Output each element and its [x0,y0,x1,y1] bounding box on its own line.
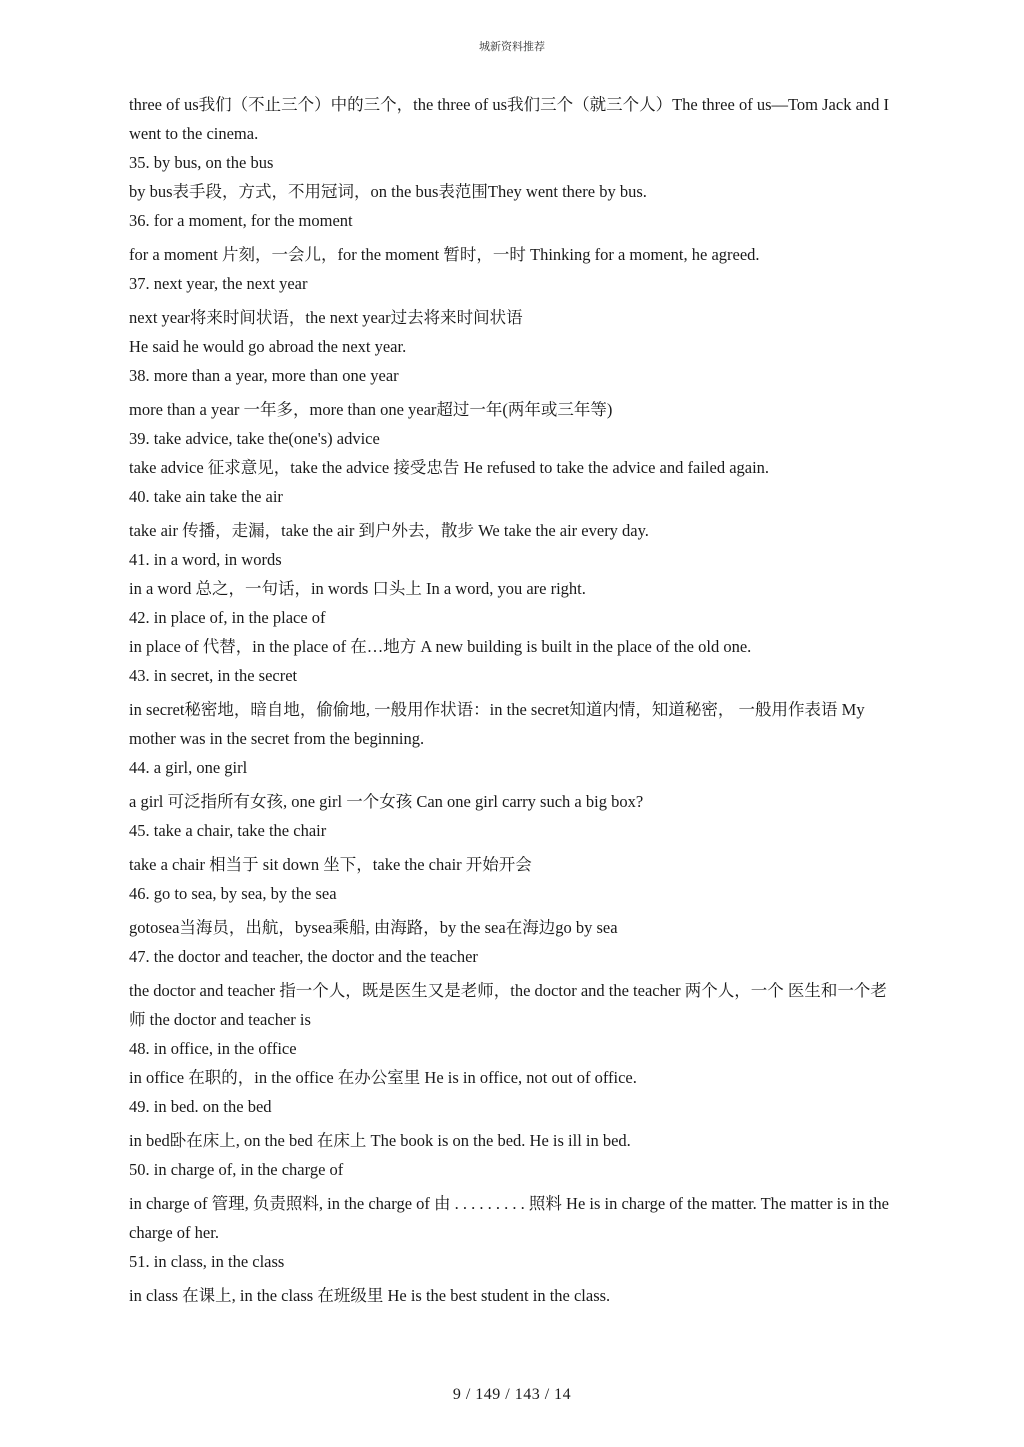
entry-text: three of us我们（不止三个）中的三个，the three of us我们三个（就三个人）The three of us—Tom Jack and I went to the cinema. [129,95,890,143]
entry-text: a girl 可泛指所有女孩, one girl 一个女孩 Can one girl carry such a big box? [129,792,644,811]
document-body [129,90,894,1310]
entry-text: take a chair 相当于 sit down 坐下，take the chair 开始开会 [129,855,532,874]
entry-heading: 36. for a moment, for the moment [129,211,353,230]
entry-text: in class 在课上, in the class 在班级里 He is the best student in the class. [129,1286,611,1305]
entry-heading: 35. by bus, on the bus [129,153,274,172]
entry-heading: 45. take a chair, take the chair [129,821,327,840]
entry-text: the doctor and teacher 指一个人，既是医生又是老师，the doctor and the teacher 两个人，一个 医生和一个老师 the doctor and teacher is [129,981,887,1029]
entry-heading: 49. in bed. on the bed [129,1097,272,1116]
entry-heading: 41. in a word, in words [129,550,282,569]
entry-heading: 47. the doctor and teacher, the doctor and the teacher [129,947,478,966]
entry-text: next year将来时间状语，the next year过去将来时间状语 [129,308,523,327]
entry-heading: 46. go to sea, by sea, by the sea [129,884,337,903]
entry-text: gotosea当海员，出航，bysea乘船, 由海路，by the sea在海边go by sea [129,918,618,937]
entry-text: He said he would go abroad the next year. [129,337,407,356]
entry-text: take advice 征求意见，take the advice 接受忠告 He refused to take the advice and failed again. [129,458,770,477]
entry-heading: 50. in charge of, in the charge of [129,1160,344,1179]
entry-text: in a word 总之，一句话，in words 口头上 In a word, you are right. [129,579,586,598]
entry-heading: 38. more than a year, more than one year [129,366,399,385]
entry-heading: 39. take advice, take the(one's) advice [129,429,380,448]
entry-text: in bed卧在床上, on the bed 在床上 The book is on the bed. He is ill in bed. [129,1131,631,1150]
entry-heading: 40. take ain take the air [129,487,283,506]
entry-text: for a moment 片刻，一会儿，for the moment 暂时，一时 Thinking for a moment, he agreed. [129,245,760,264]
entry-heading: 37. next year, the next year [129,274,308,293]
entry-text: in office 在职的，in the office 在办公室里 He is in office, not out of office. [129,1068,637,1087]
entry-heading: 43. in secret, in the secret [129,666,298,685]
entry-text: in place of 代替，in the place of 在…地方 A new building is built in the place of the old one. [129,637,752,656]
entry-text: in secret秘密地，暗自地，偷偷地, 一般用作状语：in the secret知道内情，知道秘密， 一般用作表语 My mother was in the secret from the beginning. [129,700,865,748]
entry-heading: 48. in office, in the office [129,1039,297,1058]
page-number: 9 / 149 / 143 / 14 [452,1386,572,1403]
entry-text: by bus表手段，方式，不用冠词，on the bus表范围They went there by bus. [129,182,647,201]
entry-heading: 51. in class, in the class [129,1252,285,1271]
entry-text: in charge of 管理, 负责照料, in the charge of 由 . . . . . . . . . 照料 He is in charge of the matter. The matter is in the charge of her. [129,1194,889,1242]
entry-heading: 42. in place of, in the place of [129,608,326,627]
page-header: 城新资料推荐 [479,40,545,53]
entry-text: take air 传播，走漏，take the air 到户外去，散步 We take the air every day. [129,521,649,540]
entry-heading: 44. a girl, one girl [129,758,248,777]
entry-text: more than a year 一年多，more than one year超过一年(两年或三年等) [129,400,613,419]
